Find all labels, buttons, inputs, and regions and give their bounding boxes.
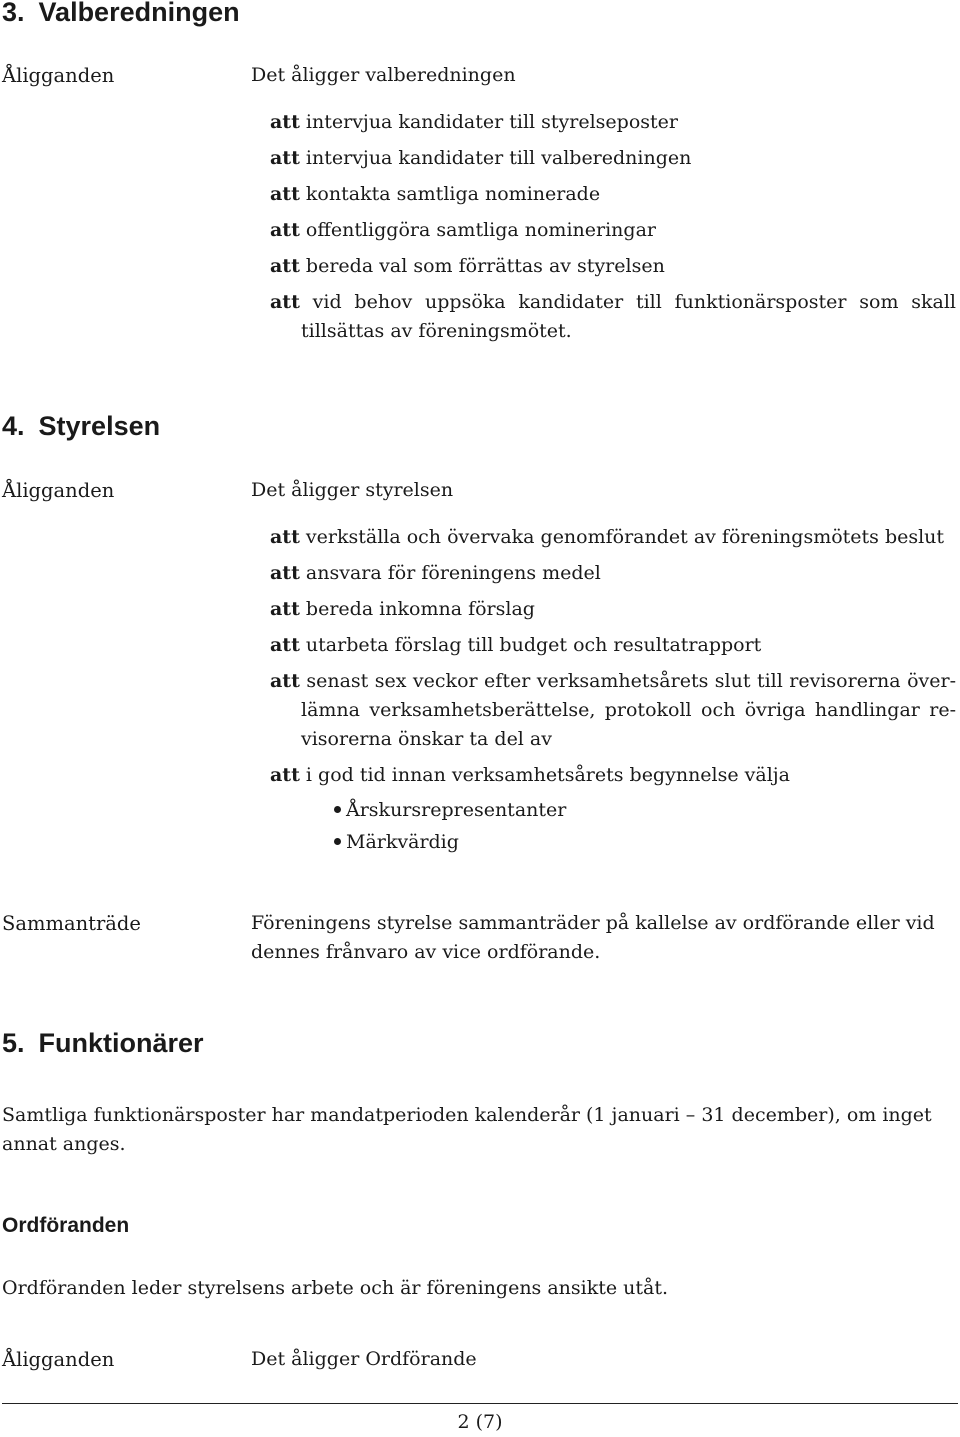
list-item [270, 761, 956, 858]
item-keyword: att [270, 562, 300, 584]
section-number: 4. [2, 411, 25, 441]
duty-list [270, 108, 956, 353]
section-heading [2, 1027, 204, 1059]
item-text: senast sex veckor efter verksamhetsårets slut till revisorerna överlämna verksamhetsberättelse, protokoll och övriga handlingar revisorerna önskar ta del av [301, 670, 956, 750]
list-item [270, 595, 956, 624]
item-keyword: att [270, 219, 300, 241]
section-title: Styrelsen [38, 411, 161, 441]
list-item [270, 252, 956, 281]
item-text: intervjua kandidater till styrelseposter [305, 111, 678, 133]
item-text: offentliggöra samtliga nomineringar [305, 219, 656, 241]
list-item [270, 108, 956, 137]
bullet-text: Märkvärdig [346, 831, 459, 853]
item-text: ansvara för föreningens medel [305, 562, 601, 584]
section-heading [2, 410, 160, 442]
duty-list [270, 523, 956, 865]
item-text: bereda val som förrättas av styrelsen [305, 255, 665, 277]
row-label: Åligganden [2, 64, 115, 87]
bullet-item [334, 826, 956, 858]
row-label: Sammanträde [2, 912, 141, 935]
bullet-icon [334, 838, 341, 845]
list-item [270, 523, 956, 552]
section-number: 3. [2, 0, 25, 27]
intro-text: Det åligger Ordförande [251, 1348, 477, 1370]
bullet-icon [334, 806, 341, 813]
item-keyword: att [270, 147, 300, 169]
item-keyword: att [270, 111, 300, 133]
item-text: kontakta samtliga nominerade [305, 183, 601, 205]
section-paragraph: Samtliga funktionärsposter har mandatperioden kalenderår (1 januari – 31 december), om inget annat anges. [2, 1104, 932, 1155]
subsection-paragraph: Ordföranden leder styrelsens arbete och är föreningens ansikte utåt. [2, 1277, 669, 1299]
list-item [270, 144, 956, 173]
item-keyword: att [270, 183, 300, 205]
section-heading [2, 0, 240, 28]
intro-text: Det åligger valberedningen [251, 64, 516, 86]
item-text: utarbeta förslag till budget och resultatrapport [305, 634, 762, 656]
row-label: Åligganden [2, 1348, 115, 1371]
bullet-item [334, 794, 956, 826]
page-number: 2 (7) [457, 1411, 503, 1433]
bullet-list [301, 794, 956, 858]
item-text: vid behov uppsöka kandidater till funktionärsposter som skall tillsättas av föreningsmötet. [301, 291, 957, 342]
list-item [270, 559, 956, 588]
bullet-text: Årskursrepresentanter [346, 799, 567, 821]
row-label: Åligganden [2, 479, 115, 502]
item-keyword: att [270, 634, 300, 656]
item-text: bereda inkomna förslag [305, 598, 535, 620]
item-keyword: att [270, 526, 300, 548]
section-title: Valberedningen [38, 0, 240, 27]
item-keyword: att [270, 764, 300, 786]
item-text: intervjua kandidater till valberedningen [305, 147, 692, 169]
item-keyword: att [270, 670, 300, 692]
section-number: 5. [2, 1028, 25, 1058]
item-keyword: att [270, 598, 300, 620]
subsection-title: Ordföranden [2, 1214, 130, 1237]
list-item [270, 288, 956, 346]
footer-rule [2, 1403, 958, 1404]
item-keyword: att [270, 291, 300, 313]
list-item [270, 180, 956, 209]
list-item [270, 216, 956, 245]
meeting-text: Föreningens styrelse sammanträder på kallelse av ordförande eller vid dennes frånvaro av vice ordförande. [251, 912, 935, 963]
section-title: Funktionärer [38, 1028, 204, 1058]
item-text: verkställa och övervaka genomförandet av föreningsmötets beslut [305, 526, 945, 548]
item-text: i god tid innan verksamhetsårets begynnelse välja [305, 764, 791, 786]
intro-text: Det åligger styrelsen [251, 479, 454, 501]
list-item [270, 667, 956, 754]
list-item [270, 631, 956, 660]
item-keyword: att [270, 255, 300, 277]
